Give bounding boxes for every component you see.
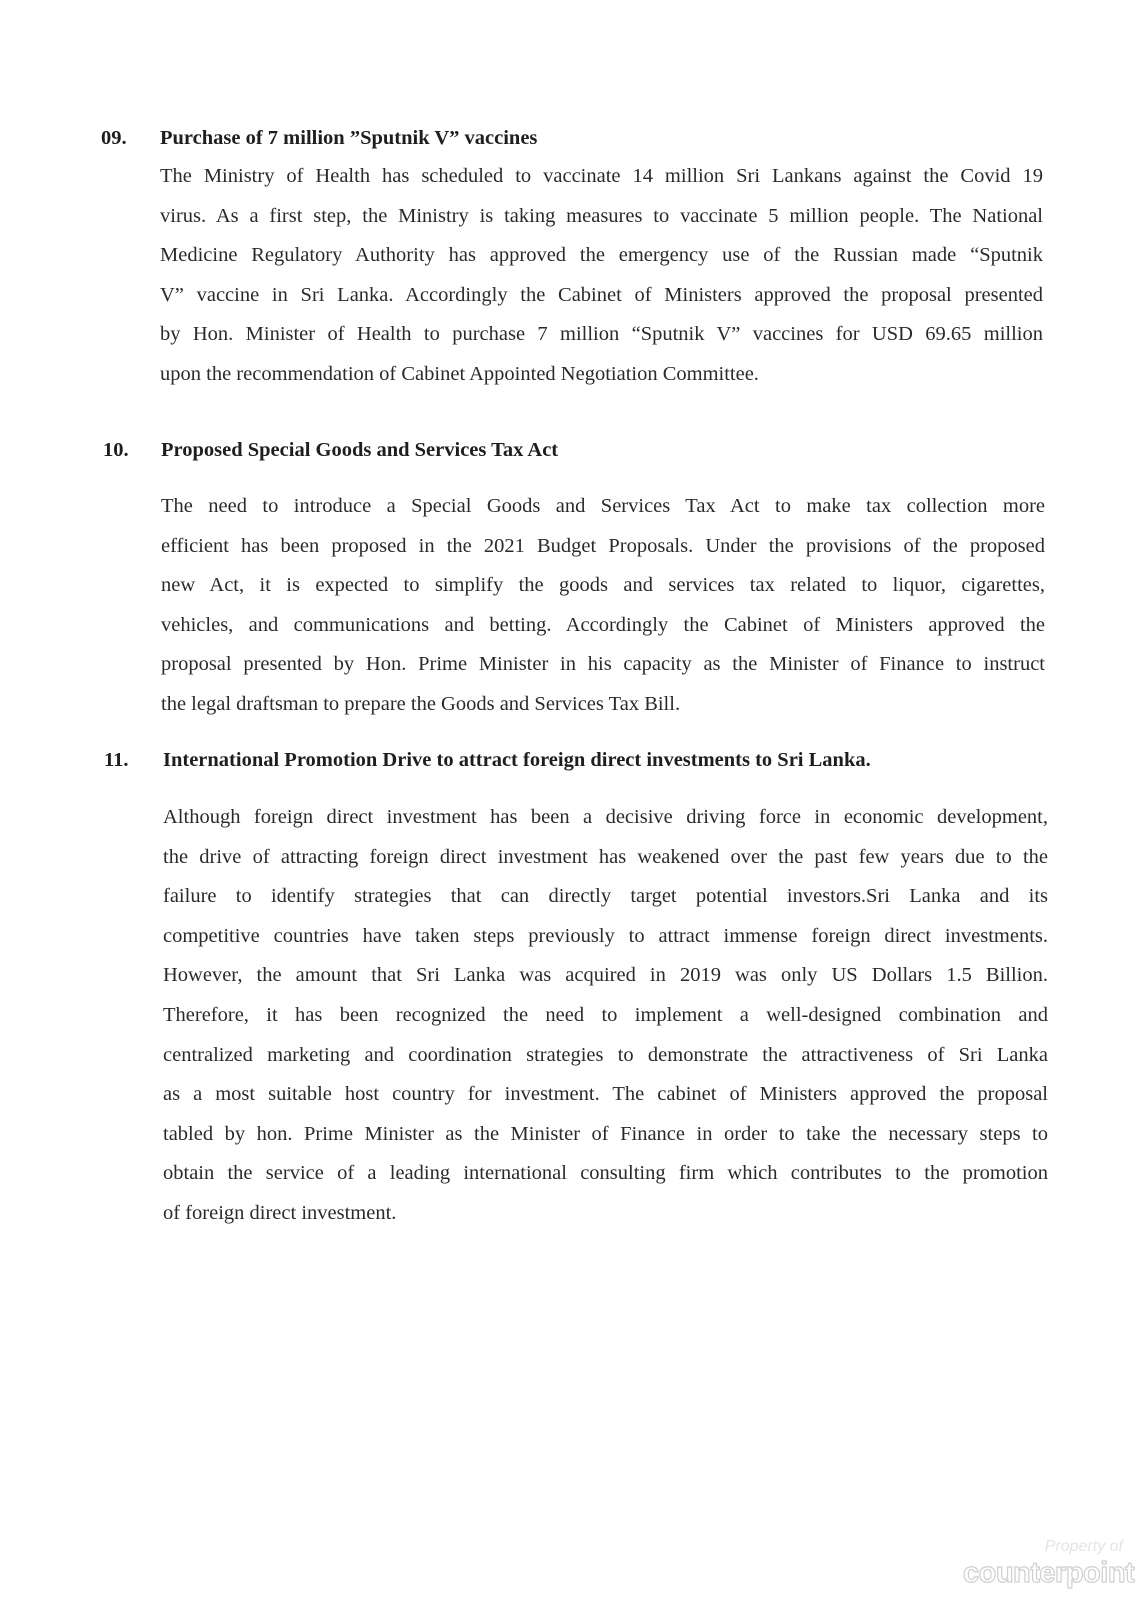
section-10-body <box>161 487 1045 725</box>
paragraph-line: proposal presented by Hon. Prime Minister in his capacity as the Minister of Finance to instruct <box>161 653 1045 676</box>
section-title: Proposed Special Goods and Services Tax Act <box>161 439 559 461</box>
paragraph-line: Therefore, it has been recognized the need to implement a well-designed combination and <box>163 1003 1048 1026</box>
paragraph-line: failure to identify strategies that can directly target potential investors.Sri Lanka and its <box>163 885 1048 908</box>
section-09-heading <box>101 125 1001 151</box>
section-title: International Promotion Drive to attract foreign direct investments to Sri Lanka. <box>163 749 871 771</box>
section-09-body <box>160 157 1043 395</box>
paragraph-line: the drive of attracting foreign direct investment has weakened over the past few years due to the <box>163 845 1048 868</box>
section-number: 09. <box>101 127 127 149</box>
watermark-logo-text: counterpoint <box>963 1557 1135 1589</box>
section-number: 10. <box>103 439 129 461</box>
paragraph-line: of foreign direct investment. <box>163 1201 397 1224</box>
paragraph-line: V” vaccine in Sri Lanka. Accordingly the Cabinet of Ministers approved the proposal presented <box>160 283 1043 306</box>
section-11-heading <box>104 747 1004 773</box>
paragraph-line: new Act, it is expected to simplify the goods and services tax related to liquor, cigarettes, <box>161 574 1045 597</box>
paragraph-line: The Ministry of Health has scheduled to vaccinate 14 million Sri Lankans against the Covid 19 <box>160 165 1043 187</box>
watermark-top-text: Property of <box>1044 1538 1123 1555</box>
paragraph-line: tabled by hon. Prime Minister as the Minister of Finance in order to take the necessary steps to <box>163 1122 1048 1145</box>
paragraph-line: Medicine Regulatory Authority has approved the emergency use of the Russian made “Sputnik <box>160 244 1043 267</box>
paragraph-line: However, the amount that Sri Lanka was acquired in 2019 was only US Dollars 1.5 Billion. <box>163 964 1048 987</box>
section-number: 11. <box>104 749 129 771</box>
paragraph-line: obtain the service of a leading international consulting firm which contributes to the promotion <box>163 1162 1048 1185</box>
paragraph-line: by Hon. Minister of Health to purchase 7 million “Sputnik V” vaccines for USD 69.65 million <box>160 323 1043 346</box>
watermark-logo <box>963 1538 1135 1594</box>
paragraph-line: The need to introduce a Special Goods and Services Tax Act to make tax collection more <box>161 495 1045 517</box>
section-title: Purchase of 7 million ”Sputnik V” vaccines <box>160 127 538 149</box>
paragraph-line: centralized marketing and coordination strategies to demonstrate the attractiveness of Sri Lanka <box>163 1043 1048 1066</box>
paragraph-line: vehicles, and communications and betting. Accordingly the Cabinet of Ministers approved the <box>161 613 1045 636</box>
paragraph-line: competitive countries have taken steps previously to attract immense foreign direct investments. <box>163 924 1048 947</box>
section-10-heading <box>103 437 1003 463</box>
section-11-body <box>163 798 1048 1234</box>
paragraph-line: virus. As a first step, the Ministry is taking measures to vaccinate 5 million people. The National <box>160 204 1043 227</box>
paragraph-line: as a most suitable host country for investment. The cabinet of Ministers approved the proposal <box>163 1083 1048 1106</box>
paragraph-line: Although foreign direct investment has been a decisive driving force in economic development, <box>163 806 1048 828</box>
paragraph-line: efficient has been proposed in the 2021 Budget Proposals. Under the provisions of the proposed <box>161 534 1045 557</box>
paragraph-line: upon the recommendation of Cabinet Appointed Negotiation Committee. <box>160 362 759 385</box>
paragraph-line: the legal draftsman to prepare the Goods and Services Tax Bill. <box>161 692 681 715</box>
